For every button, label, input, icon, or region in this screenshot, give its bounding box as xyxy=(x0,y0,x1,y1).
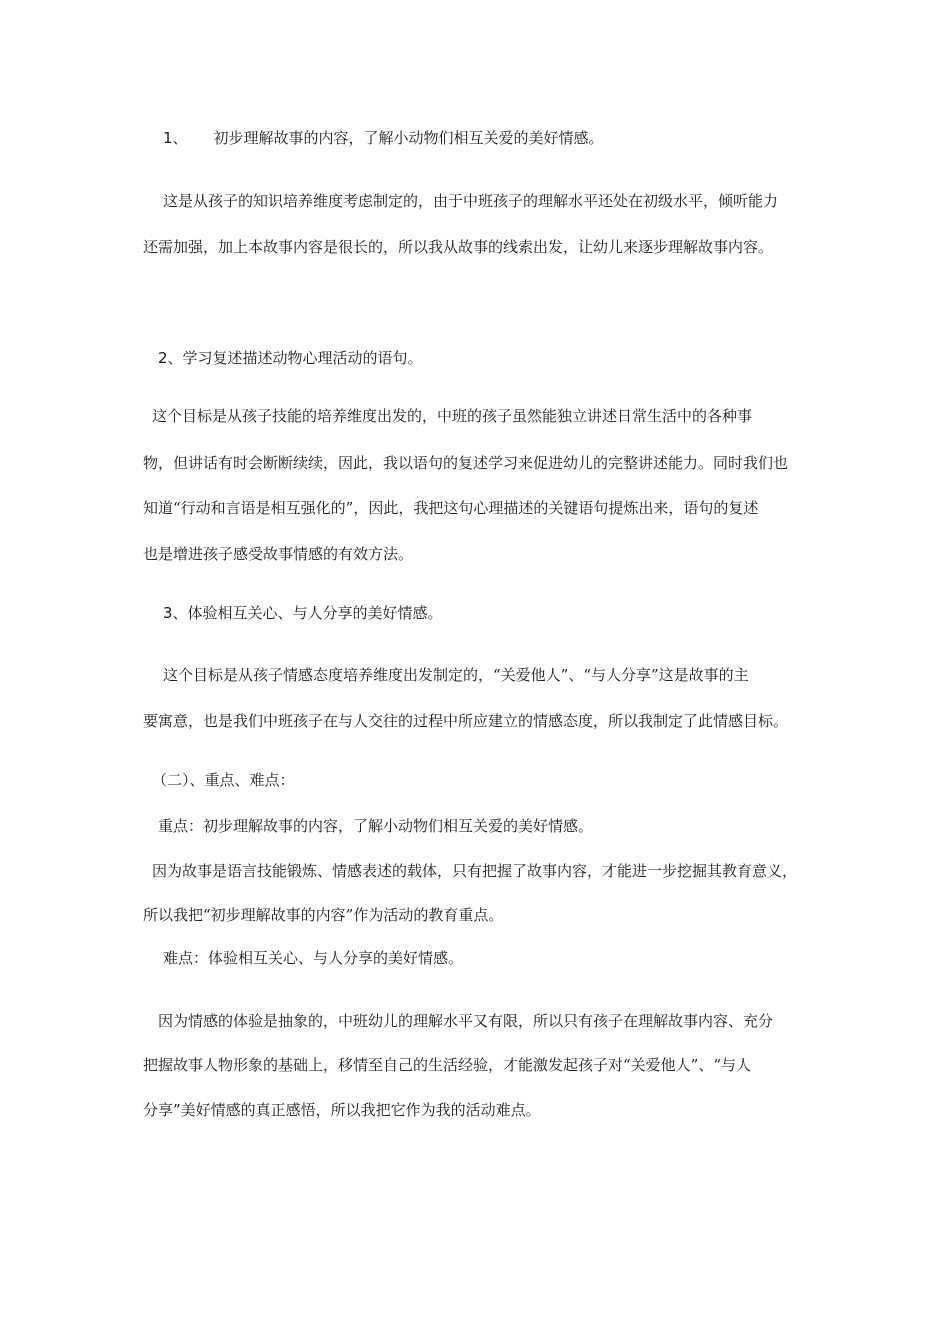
goal2-para-line1: 这个目标是从孩子技能的培养维度出发的，中班的孩子虽然能独立讲述日常生活中的各种事 xyxy=(152,407,753,425)
goal3-para-line1: 这个目标是从孩子情感态度培养维度出发制定的，“关爱他人”、“与人分享”这是故事的主 xyxy=(163,666,749,684)
difficulty-para-line3: 分享”美好情感的真正感悟，所以我把它作为我的活动难点。 xyxy=(143,1101,541,1119)
key-point: 重点：初步理解故事的内容，了解小动物们相互关爱的美好情感。 xyxy=(158,817,594,835)
goal2-heading-text: 、学习复述描述动物心理活动的语句。 xyxy=(167,349,423,367)
goal2-heading xyxy=(158,348,423,368)
difficulty-para-line1: 因为情感的体验是抽象的，中班幼儿的理解水平又有限，所以只有孩子在理解故事内容、充分 xyxy=(158,1012,774,1030)
goal3-number: 3 xyxy=(163,604,173,622)
goal2-para-line2: 物，但讲话有时会断断续续，因此，我以语句的复述学习来促进幼儿的完整讲述能力。同时我们也 xyxy=(143,454,789,472)
goal1-number: 1、 xyxy=(163,129,188,147)
goal1-heading-text: 初步理解故事的内容，了解小动物们相互关爱的美好情感。 xyxy=(213,129,604,147)
goal1-heading xyxy=(163,128,604,148)
section2-heading: （二）、重点、难点： xyxy=(152,771,295,789)
difficulty-point: 难点：体验相互关心、与人分享的美好情感。 xyxy=(163,949,464,967)
goal3-heading-text: 、体验相互关心、与人分享的美好情感。 xyxy=(172,604,443,622)
goal1-para-line2: 还需加强，加上本故事内容是很长的，所以我从故事的线索出发，让幼儿来逐步理解故事内容。 xyxy=(143,238,774,256)
goal2-number: 2 xyxy=(158,349,168,367)
key-point-para-line1: 因为故事是语言技能锻炼、情感表述的载体，只有把握了故事内容，才能进一步挖掘其教育意义， xyxy=(152,862,798,880)
goal1-para-line1: 这是从孩子的知识培养维度考虑制定的，由于中班孩子的理解水平还处在初级水平，倾听能力 xyxy=(163,192,779,210)
goal3-heading xyxy=(163,603,443,623)
goal3-para-line2: 要寓意，也是我们中班孩子在与人交往的过程中所应建立的情感态度，所以我制定了此情感目标。 xyxy=(143,712,789,730)
goal2-para-line4: 也是增进孩子感受故事情感的有效方法。 xyxy=(143,545,414,563)
goal2-para-line3: 知道“行动和言语是相互强化的”，因此，我把这句心理描述的关键语句提炼出来，语句的复述 xyxy=(143,499,759,517)
difficulty-para-line2: 把握故事人物形象的基础上，移情至自己的生活经验，才能激发起孩子对“关爱他人”、“与人 xyxy=(143,1056,752,1074)
key-point-para-line2: 所以我把“初步理解故事的内容”作为活动的教育重点。 xyxy=(143,906,504,924)
